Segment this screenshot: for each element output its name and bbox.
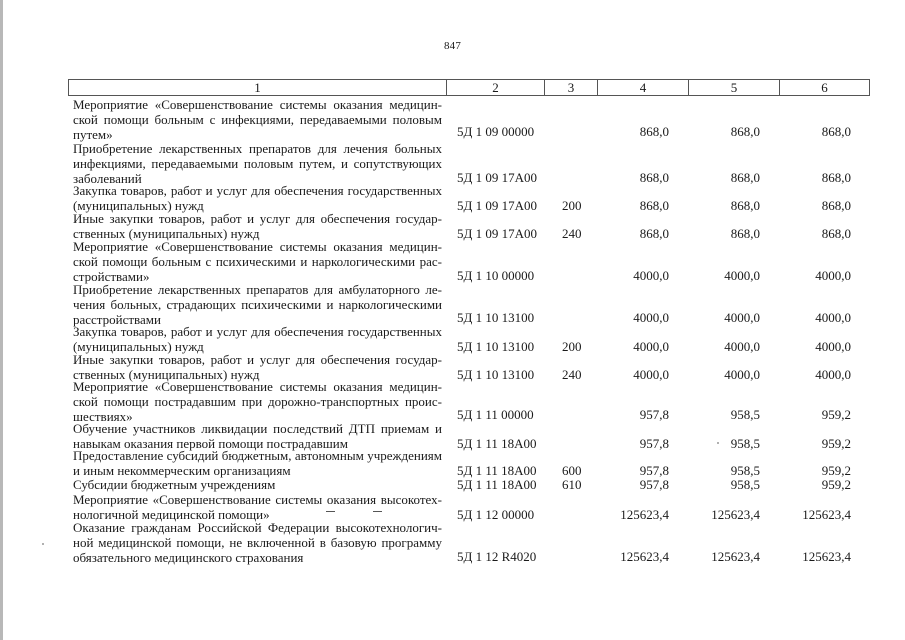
row-description: Обучение участников ликвидации последствий ДТП приемам и навыкам оказания первой помощи пострадавшим — [73, 421, 442, 452]
row-value-col5: 125623,4 — [711, 507, 760, 522]
row-value-col6: 4000,0 — [815, 268, 851, 283]
row-value-col4: 957,8 — [639, 477, 669, 492]
row-description: Оказание гражданам Российской Федерации высокотехнологич- ной медицинской помощи, не включенной в базовую программу обязательного медицинского страхования — [73, 520, 442, 566]
row-value-col6: 4000,0 — [815, 310, 851, 325]
row-value-col5: 4000,0 — [724, 268, 760, 283]
row-value-col5: 958,5 — [730, 436, 760, 451]
row-value-col5: 868,0 — [730, 170, 760, 185]
row-value-col5: 868,0 — [730, 198, 760, 213]
row-code: 5Д 1 09 00000 — [457, 124, 535, 139]
row-code: 5Д 1 10 13100 — [457, 310, 535, 325]
row-value-col6: 959,2 — [821, 477, 851, 492]
column-header-1: 1 — [69, 80, 447, 96]
row-description: Мероприятие «Совершенствование системы оказания медицин- ской помощи пострадавшим при дорожно-транспортных проис- шествиях» — [73, 379, 442, 425]
row-value-col6: 868,0 — [821, 170, 851, 185]
row-code: 5Д 1 10 13100 — [457, 339, 535, 354]
scan-edge — [0, 0, 3, 640]
row-value-col4: 957,8 — [639, 407, 669, 422]
page-number: 847 — [443, 40, 462, 52]
row-code: 5Д 1 11 18А00 — [457, 436, 537, 451]
row-code: 5Д 1 09 17А00 — [457, 226, 538, 241]
row-value-col6: 959,2 — [821, 463, 851, 478]
row-description: Субсидии бюджетным учреждениям — [73, 477, 276, 492]
row-expense-type: 200 — [562, 339, 582, 354]
row-description: Мероприятие «Совершенствование системы оказания высокотех- нологичной медицинской помощи» — [73, 492, 442, 523]
row-expense-type: 240 — [562, 226, 582, 241]
row-value-col4: 868,0 — [639, 124, 669, 139]
column-header-5: 5 — [689, 80, 780, 96]
row-description: Мероприятие «Совершенствование системы оказания медицин- ской помощи больным с психическими и наркологическими рас- стройствами» — [73, 239, 442, 285]
row-value-col5: 868,0 — [730, 124, 760, 139]
row-value-col4: 4000,0 — [633, 268, 669, 283]
row-description: Иные закупки товаров, работ и услуг для обеспечения государ- ственных (муниципальных) нужд — [73, 352, 442, 383]
row-value-col5: 4000,0 — [724, 367, 760, 382]
row-value-col6: 4000,0 — [815, 339, 851, 354]
row-value-col4: 868,0 — [639, 198, 669, 213]
row-value-col4: 4000,0 — [633, 339, 669, 354]
scan-mark — [373, 511, 382, 512]
row-value-col4: 868,0 — [639, 170, 669, 185]
row-code: 5Д 1 11 18А00 — [457, 463, 537, 478]
row-expense-type: 200 — [562, 198, 582, 213]
row-code: 5Д 1 12 R4020 — [457, 549, 537, 564]
row-value-col4: 957,8 — [639, 463, 669, 478]
row-value-col5: 868,0 — [730, 226, 760, 241]
column-header-2: 2 — [447, 80, 545, 96]
row-value-col6: 868,0 — [821, 226, 851, 241]
row-value-col4: 125623,4 — [620, 549, 669, 564]
row-description: Закупка товаров, работ и услуг для обеспечения государственных (муниципальных) нужд — [73, 324, 442, 355]
row-description: Мероприятие «Совершенствование системы оказания медицин- ской помощи больным с инфекциями, передаваемыми половым путем» — [73, 97, 442, 143]
row-code: 5Д 1 12 00000 — [457, 507, 535, 522]
row-value-col6: 959,2 — [821, 436, 851, 451]
row-description: Приобретение лекарственных препаратов для лечения больных инфекциями, передаваемыми половым путем, и сопутствующих заболеваний — [73, 141, 442, 187]
row-code: 5Д 1 09 17А00 — [457, 198, 538, 213]
row-value-col6: 4000,0 — [815, 367, 851, 382]
column-header-table — [68, 79, 870, 96]
row-code: 5Д 1 10 00000 — [457, 268, 535, 283]
row-value-col5: 4000,0 — [724, 339, 760, 354]
scan-speck — [717, 442, 719, 444]
row-code: 5Д 1 11 00000 — [457, 407, 534, 422]
row-value-col4: 4000,0 — [633, 310, 669, 325]
column-header-4: 4 — [598, 80, 689, 96]
row-expense-type: 610 — [562, 477, 582, 492]
row-description: Закупка товаров, работ и услуг для обеспечения государственных (муниципальных) нужд — [73, 183, 442, 214]
row-description: Иные закупки товаров, работ и услуг для обеспечения государ- ственных (муниципальных) нужд — [73, 211, 442, 242]
row-value-col6: 868,0 — [821, 124, 851, 139]
row-value-col5: 958,5 — [730, 477, 760, 492]
row-description: Предоставление субсидий бюджетным, автономным учреждениям и иным некоммерческим организациям — [73, 448, 442, 479]
column-header-row — [69, 80, 870, 96]
scan-speck — [42, 543, 44, 545]
row-code: 5Д 1 10 13100 — [457, 367, 535, 382]
row-value-col6: 959,2 — [821, 407, 851, 422]
row-value-col4: 4000,0 — [633, 367, 669, 382]
row-expense-type: 240 — [562, 367, 582, 382]
row-value-col5: 958,5 — [730, 463, 760, 478]
row-code: 5Д 1 09 17А00 — [457, 170, 538, 185]
scan-mark — [326, 511, 335, 512]
column-header-6: 6 — [780, 80, 870, 96]
row-expense-type: 600 — [562, 463, 582, 478]
row-value-col5: 958,5 — [730, 407, 760, 422]
row-value-col5: 125623,4 — [711, 549, 760, 564]
row-value-col6: 125623,4 — [802, 507, 851, 522]
row-value-col6: 868,0 — [821, 198, 851, 213]
row-value-col4: 125623,4 — [620, 507, 669, 522]
row-value-col5: 4000,0 — [724, 310, 760, 325]
column-header-3: 3 — [545, 80, 598, 96]
row-description: Приобретение лекарственных препаратов для амбулаторного ле- чения больных, страдающих психическими и наркологическими расстройствами — [73, 282, 442, 328]
row-value-col4: 868,0 — [639, 226, 669, 241]
row-value-col4: 957,8 — [639, 436, 669, 451]
row-value-col6: 125623,4 — [802, 549, 851, 564]
row-code: 5Д 1 11 18А00 — [457, 477, 537, 492]
